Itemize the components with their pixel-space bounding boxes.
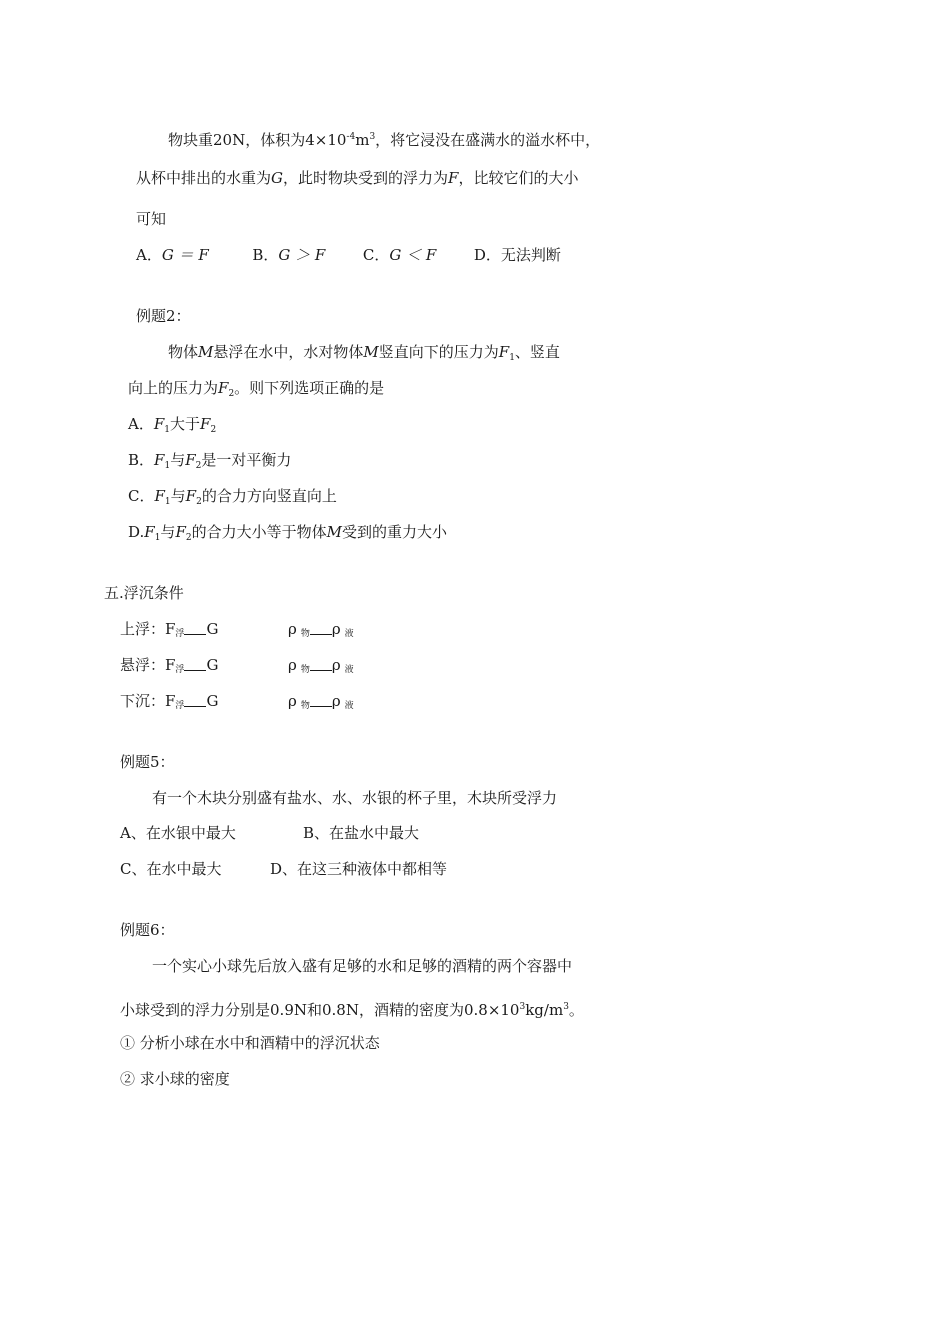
answer-blank[interactable] bbox=[184, 694, 206, 707]
q1-line1: 物块重20N，体积为$4\times 10^{-4}m^3$，将它浸没在盛满水的溢水杯中， bbox=[168, 131, 601, 149]
example-5-option-a: A、在水银中最大 bbox=[120, 824, 236, 842]
example-5-option-c: C、在水中最大 bbox=[120, 860, 222, 878]
example-5-title: 例题5： bbox=[120, 753, 175, 771]
example-6-stem-line2: 小球受到的浮力分别是0.9N和0.8N，酒精的密度为$0.8\times 10^3kg/m^3$。 bbox=[120, 1001, 584, 1019]
example-6-stem-line1: 一个实心小球先后放入盛有足够的水和足够的酒精的两个容器中 bbox=[152, 957, 573, 975]
condition-row: 上浮：F浮 G bbox=[120, 620, 219, 639]
answer-blank[interactable] bbox=[184, 622, 206, 635]
answer-blank[interactable] bbox=[310, 622, 332, 635]
example-2-stem-line2: 向上的压力为$F_2$。则下列选项正确的是 bbox=[128, 379, 385, 399]
example-6-question-2: ② 求小球的密度 bbox=[120, 1070, 230, 1088]
example-2-option-b: B．$F_1$与$F_2$是一对平衡力 bbox=[128, 451, 292, 471]
example-5-option-b: B、在盐水中最大 bbox=[303, 824, 420, 842]
q1-options bbox=[136, 245, 561, 265]
example-5-option-d: D、在这三种液体中都相等 bbox=[270, 860, 448, 878]
example-5-stem: 有一个木块分别盛有盐水、水、水银的杯子里，木块所受浮力 bbox=[152, 789, 558, 807]
answer-blank[interactable] bbox=[310, 658, 332, 671]
example-2-option-d: $D.F_1$与$F_2$的合力大小等于物体M受到的重力大小 bbox=[128, 523, 447, 543]
q1-option-a: A．G ＝ F bbox=[136, 246, 209, 264]
q1-line3: 可知 bbox=[136, 210, 167, 228]
q1-line2: 从杯中排出的水重为G，此时物块受到的浮力为F，比较它们的大小 bbox=[136, 169, 579, 187]
answer-blank[interactable] bbox=[184, 658, 206, 671]
q1-option-b: B．G ＞ F bbox=[252, 246, 326, 264]
condition-row: 下沉：F浮 G bbox=[120, 692, 219, 711]
density-row: ρ物 ρ 液 bbox=[288, 620, 354, 639]
section-5-heading: 五.浮沉条件 bbox=[104, 584, 184, 602]
example-2-title: 例题2： bbox=[136, 307, 191, 325]
density-row: ρ物 ρ 液 bbox=[288, 656, 354, 675]
condition-row: 悬浮：F浮 G bbox=[120, 656, 219, 675]
answer-blank[interactable] bbox=[310, 694, 332, 707]
density-row: ρ物 ρ 液 bbox=[288, 692, 354, 711]
q1-option-c: C．G ＜ F bbox=[362, 246, 437, 264]
example-2-option-c: C．$F_1$与$F_2$的合力方向竖直向上 bbox=[128, 487, 337, 507]
example-2-stem-line1: 物体M悬浮在水中，水对物体M竖直向下的压力为$F_1$、竖直 bbox=[168, 343, 560, 363]
q1-option-d: D．无法判断 bbox=[473, 246, 561, 264]
example-6-question-1: ① 分析小球在水中和酒精中的浮沉状态 bbox=[120, 1034, 380, 1052]
example-6-title: 例题6： bbox=[120, 921, 175, 939]
example-2-option-a: A．$F_1$大于$F_2$ bbox=[128, 415, 217, 435]
